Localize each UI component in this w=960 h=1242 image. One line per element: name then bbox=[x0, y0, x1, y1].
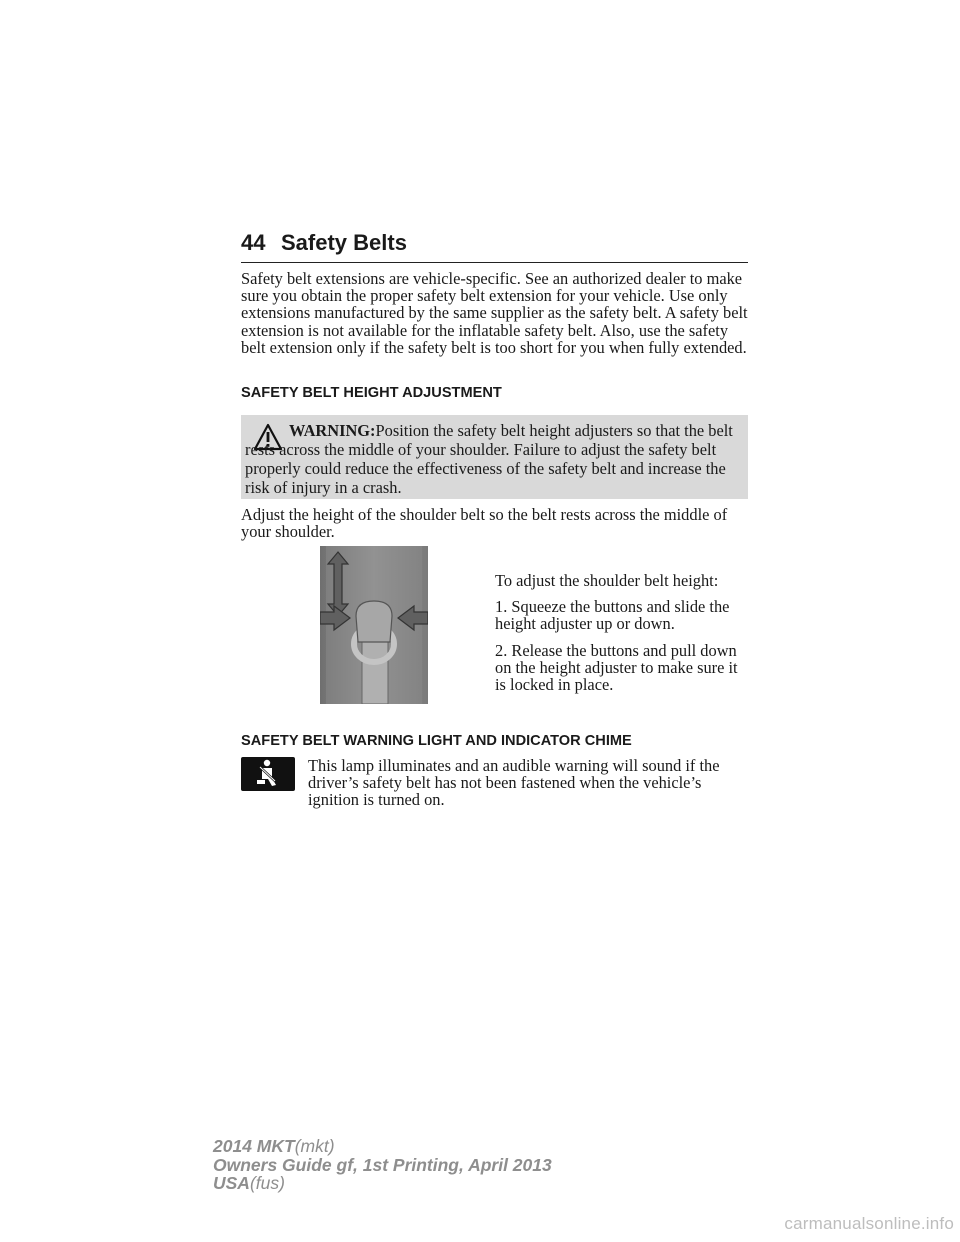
warning-light-heading: SAFETY BELT WARNING LIGHT AND INDICATOR CHIME bbox=[241, 733, 632, 749]
print-footer bbox=[213, 1137, 552, 1193]
height-adjustment-heading: SAFETY BELT HEIGHT ADJUSTMENT bbox=[241, 385, 502, 401]
footer-region: USA bbox=[213, 1173, 250, 1193]
step-2: 2. Release the buttons and pull down on the height adjuster to make sure it is locked in place. bbox=[495, 641, 738, 695]
footer-model-code: (mkt) bbox=[294, 1136, 335, 1156]
footer-region-code: (fus) bbox=[249, 1173, 285, 1193]
warning-light-text: This lamp illuminates and an audible warning will sound if the driver’s safety belt has not been fastened when the vehicle’s ignition is turned on. bbox=[308, 756, 720, 810]
warning-text bbox=[245, 421, 744, 497]
warning-body: Position the safety belt height adjusters so that the belt rests across the middle of your shoulder. Failure to adjust the safety belt properly could reduce the effectiveness of the safety belt and increase the risk of injury in a crash. bbox=[245, 421, 733, 497]
footer-model: 2014 MKT bbox=[213, 1136, 295, 1156]
watermark: carmanualsonline.info bbox=[784, 1214, 954, 1233]
page-header bbox=[241, 226, 748, 263]
belt-height-adjuster-illustration bbox=[320, 546, 428, 704]
warning-label: WARNING: bbox=[289, 421, 376, 440]
step-1: 1. Squeeze the buttons and slide the height adjuster up or down. bbox=[495, 597, 730, 634]
intro-paragraph: Safety belt extensions are vehicle-specific. See an authorized dealer to make sure you obtain the proper safety belt extension for your vehicle. Use only extensions manufactured by the same supplier as the safety belt. A safety belt extension is not available for the inflatable safety belt. Also, use the safety belt extension only if the safety belt is too short for you when fully extended. bbox=[241, 269, 748, 357]
page-number: 44 bbox=[241, 230, 266, 255]
section-title: Safety Belts bbox=[281, 230, 407, 255]
footer-guide-line: Owners Guide gf, 1st Printing, April 2013 bbox=[213, 1154, 552, 1175]
steps-intro: To adjust the shoulder belt height: bbox=[495, 571, 719, 590]
adjust-paragraph: Adjust the height of the shoulder belt so the belt rests across the middle of your shoulder. bbox=[241, 505, 728, 542]
warning-box bbox=[241, 415, 748, 499]
seatbelt-warning-icon bbox=[241, 757, 295, 791]
